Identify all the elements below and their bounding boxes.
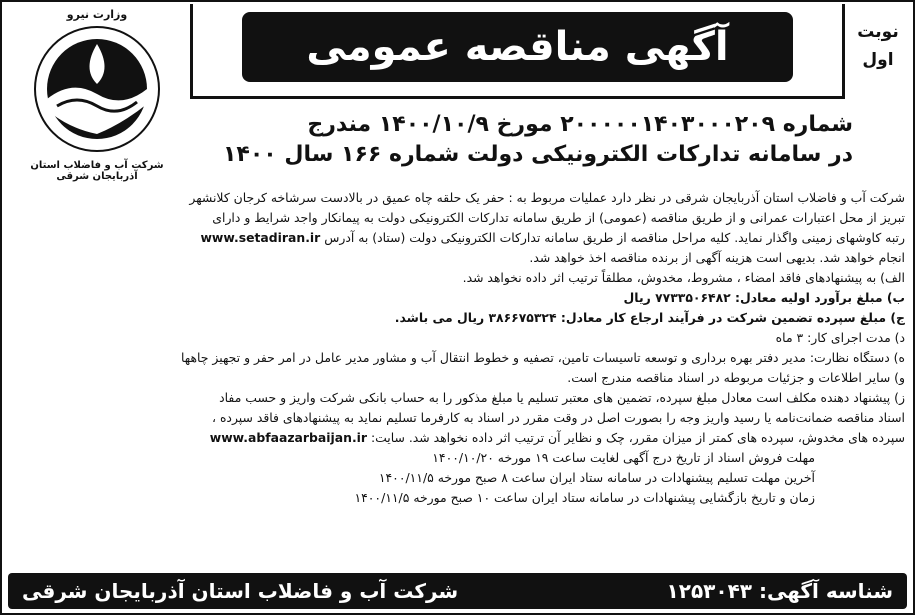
round-label xyxy=(849,8,907,88)
body-text: رتبه کاوشهای زمینی واگذار نماید. کلیه مراحل مناقصه از طریق سامانه تدارکات الکترونیکی دولت (ستاد) به آدرس xyxy=(324,230,905,245)
list-item: ج) مبلغ سپرده تضمین شرکت در فرآیند ارجاع کار معادل: ۳۸۶۶۷۵۳۲۴ ریال می باشد. xyxy=(394,310,905,325)
list-item: ب) مبلغ برآورد اولیه معادل: ۷۷۳۳۵۰۶۴۸۲ ریال xyxy=(623,290,905,305)
setad-link[interactable]: www.setadiran.ir xyxy=(200,230,321,245)
body-line: اسناد مناقصه ضمانت‌نامه یا رسید واریز وجه را بصورت اصل در وقت مقرر در اسناد به کارفرما تسلیم نماید به پیشنهادهای فاقد سپرده ، xyxy=(212,410,905,425)
date-line: زمان و تاریخ بازگشایی پیشنهادات در سامانه ستاد ایران ساعت ۱۰ صبح مورخه ۱۴۰۰/۱۱/۵ xyxy=(354,490,815,505)
body-line: انجام خواهد شد. بدیهی است هزینه آگهی از برنده مناقصه اخذ خواهد شد. xyxy=(529,250,905,265)
notice-number-line: شماره ۲۰۰۰۰۰۱۴۰۳۰۰۰۲۰۹ مورخ ۱۴۰۰/۱۰/۹ مندرج xyxy=(307,112,853,137)
date-line: آخرین مهلت تسلیم پیشنهادات در سامانه ستاد ایران ساعت ۸ صبح مورخه ۱۴۰۰/۱۱/۵ xyxy=(378,470,815,485)
setad-registration-line: در سامانه تدارکات الکترونیکی دولت شماره ۱۶۶ سال ۱۴۰۰ xyxy=(223,142,853,167)
body-text: سپرده های مخدوش، سپرده های کمتر از میزان مقرر، چک و نظایر آن ترتیب اثر داده نخواهد شد. سایت: xyxy=(370,430,905,445)
body-line: ز) پیشنهاد دهنده مکلف است معادل مبلغ سپرده، تضمین های معتبر تسلیم یا مبلغ مذکور را به حساب بانکی شرکت واریز و حسب مفاد xyxy=(219,390,905,405)
notice-title: آگهی مناقصه عمومی xyxy=(242,12,793,82)
body-line xyxy=(10,228,905,248)
round-number: اول xyxy=(862,50,894,70)
list-item: الف) به پیشنهادهای فاقد امضاء ، مشروط، مخدوش، مطلقاً ترتیب اثر داده نخواهد شد. xyxy=(462,270,905,285)
water-drop-logo-icon xyxy=(32,24,162,154)
body-line: تبریز از محل اعتبارات عمرانی و از طریق مناقصه (عمومی) از طریق سامانه تدارکات الکترونیکی دولت به پیمانکار واجد شرایط و دارای xyxy=(212,210,905,225)
body-line xyxy=(10,428,905,448)
ministry-label: وزارت نیرو xyxy=(66,8,128,21)
company-site-link[interactable]: www.abfaazarbaijan.ir xyxy=(209,430,368,445)
company-caption: شرکت آب و فاضلاب استان آذربایجان شرقی xyxy=(30,160,164,182)
body-line: شرکت آب و فاضلاب استان آذربایجان شرقی در نظر دارد عملیات مربوط به : حفر یک حلقه چاه عمیق در بالادست سرشاخه کرجان کلانشهر xyxy=(189,190,905,205)
list-item: و) سایر اطلاعات و جزئیات مربوطه در اسناد مناقصه مندرج است. xyxy=(567,370,905,385)
list-item: د) مدت اجرای کار: ۳ ماه xyxy=(775,330,905,345)
footer-company: شرکت آب و فاضلاب استان آذربایجان شرقی xyxy=(22,579,459,603)
footer-bar xyxy=(8,573,907,609)
notice-body xyxy=(10,188,905,568)
ad-id: شناسه آگهی: ۱۲۵۳۰۴۳ xyxy=(666,579,893,603)
date-line: مهلت فروش اسناد از تاریخ درج آگهی لغایت ساعت ۱۹ مورخه ۱۴۰۰/۱۰/۲۰ xyxy=(432,450,815,465)
list-item: ه) دستگاه نظارت: مدیر دفتر بهره برداری و توسعه تاسیسات تامین، تصفیه و خطوط انتقال آب و مشاور مدیر عامل در امر حفر و تجهیز چاهها xyxy=(181,350,905,365)
company-logo xyxy=(8,6,186,188)
round-word: نوبت xyxy=(857,22,899,42)
